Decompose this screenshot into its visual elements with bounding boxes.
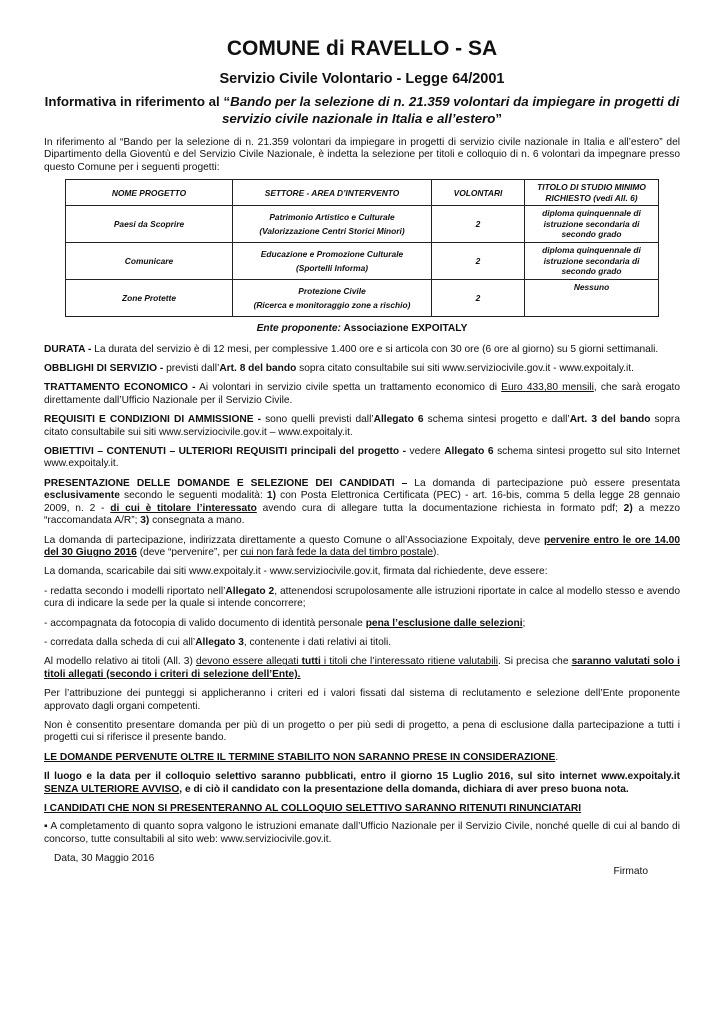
redatta-text-1: - redatta secondo i modelli riportato nell’ [44, 585, 226, 597]
trattamento-label: TRATTAMENTO ECONOMICO - [44, 382, 196, 394]
obblighi-article: Art. 8 del bando [219, 363, 297, 375]
ente-proponente [44, 323, 680, 335]
requisiti-paragraph [44, 414, 680, 439]
document-page [44, 36, 680, 878]
corredata-paragraph [44, 637, 680, 649]
table-row [66, 243, 659, 280]
luogo-senza-avviso: SENZA ULTERIORE AVVISO [44, 783, 180, 795]
trattamento-amount: Euro 433,80 mensili [501, 382, 594, 394]
modality-number: 3) [140, 515, 150, 527]
luogo-paragraph [44, 771, 680, 796]
project-study-title: Nessuno [525, 280, 659, 317]
domanda-postmark-note: cui non farà fede la data del timbro postale [240, 546, 434, 558]
obiettivi-allegato: Allegato 6 [444, 446, 494, 458]
project-name: Zone Protette [66, 280, 233, 317]
pervenute-notice [44, 752, 680, 764]
obblighi-text-1: previsti dall’ [163, 363, 220, 375]
domanda-paragraph [44, 535, 680, 560]
sector-name: Patrimonio Artistico e Culturale [269, 212, 395, 223]
presentazione-text-5: a mezzo “raccomandata A/R”; [44, 502, 680, 527]
requisiti-article: Art. 3 del bando [569, 414, 651, 426]
header-titolo-studio: TITOLO DI STUDIO MINIMO RICHIESTO (vedi All. 6) [525, 180, 659, 206]
info-suffix: ” [495, 110, 503, 126]
obiettivi-paragraph [44, 446, 680, 471]
sector-area: (Ricerca e monitoraggio zone a rischio) [253, 299, 411, 310]
project-volunteers: 2 [432, 206, 525, 243]
requisiti-allegato: Allegato 6 [373, 414, 424, 426]
modello-text-1: Al modello relativo ai titoli (All. 3) [44, 656, 196, 668]
header-volontari: VOLONTARI [432, 180, 525, 206]
table-row [66, 206, 659, 243]
corredata-text-1: - corredata dalla scheda di cui all’ [44, 636, 196, 648]
sector-name: Educazione e Promozione Culturale [260, 249, 404, 260]
project-study-title: diploma quinquennale di istruzione secondaria di secondo grado [525, 206, 659, 243]
obblighi-label: OBBLIGHI DI SERVIZIO - [44, 363, 164, 375]
table-row [66, 280, 659, 317]
project-name: Comunicare [66, 243, 233, 280]
project-volunteers: 2 [432, 280, 525, 317]
obiettivi-text-2: schema sintesi progetto sul sito Internet www.expoitaly.it. [44, 446, 681, 470]
durata-label: DURATA - [44, 343, 92, 355]
trattamento-text-1: Ai volontari in servizio civile spetta un trattamento economico di [195, 382, 502, 394]
modello-criteria: saranno valutati solo i titoli allegati (secondo i criteri di selezione dell’Ente). [44, 656, 680, 680]
presentazione-text-6: consegnata a mano. [149, 515, 245, 527]
domanda-text-3: ). [433, 546, 440, 558]
requisiti-label: REQUISITI E CONDIZIONI DI AMMISSIONE - [44, 414, 261, 426]
accompagnata-penalty: pena l’esclusione dalle selezioni [365, 617, 523, 629]
projects-table [65, 179, 659, 317]
durata-text: La durata del servizio è di 12 mesi, per complessive 1.400 ore e si articola con 30 ore (6 ore al giorno) su 5 giorni settimanali. [91, 343, 659, 355]
domanda-deadline: pervenire entro le ore 14.00 del 30 Giugno 2016 [44, 534, 680, 558]
bullet-icon: ▪ [44, 821, 48, 833]
presentazione-paragraph [44, 478, 680, 528]
sector-area: (Sportelli Informa) [295, 262, 369, 273]
obblighi-paragraph [44, 363, 680, 375]
obiettivi-label: OBIETTIVI – CONTENUTI – ULTERIORI REQUISITI principali del progetto - [44, 446, 406, 458]
luogo-text-2: , e di ciò il candidato con la presentazione della domanda, dichiara di aver preso buona nota. [179, 783, 629, 795]
redatta-text-2: , attenendosi scrupolosamente alle istruzioni riportate in calce al modello stesso e avendo cura di indicare la sede per la quale si intende concorrere; [44, 585, 680, 610]
requisiti-text-1: sono quelli previsti dall’ [261, 414, 374, 426]
info-prefix: Informativa in riferimento al “ [44, 94, 231, 109]
punteggi-paragraph: Per l’attribuzione dei punteggi si applicheranno i criteri ed i valori fissati dal sistema di reclutamento e selezione dell’Ente proponente approvato dagli organi competenti. [44, 688, 680, 712]
sector-name: Protezione Civile [298, 286, 366, 297]
trattamento-paragraph [44, 382, 680, 407]
consentito-paragraph: Non è consentito presentare domanda per più di un progetto o per più sedi di progetto, a pena di esclusione dalla partecipazione a tutti i progetti cui si riferisce il presente bando. [44, 719, 680, 744]
project-sector [233, 243, 432, 280]
intro-paragraph: In riferimento al “Bando per la selezione di n. 21.359 volontari da impiegare in progetti di servizio civile nazionale in Italia e all’estero” del Dipartimento della Gioventù e del Servizio Civile Nazionale, è indetta la selezione per titoli e colloquio di n. 6 volontari da impegnare presso questo Comune per i seguenti progetti: [44, 137, 680, 173]
project-study-title: diploma quinquennale di istruzione secondaria di secondo grado [525, 243, 659, 280]
requisiti-text-3: sopra citato consultabile sui siti www.serviziocivile.gov.it – www.expoitaly.it. [44, 414, 680, 438]
presentazione-titolare: di cui è titolare l’interessato [110, 502, 257, 514]
durata-paragraph [44, 344, 680, 356]
presentazione-text-3: con Posta Elettronica Certificata (PEC) - art. 16-bis, comma 5 della legge 28 gennaio 2009, n. 2 - [44, 490, 681, 514]
ente-value: Associazione EXPOITALY [340, 323, 468, 335]
obblighi-text-2: sopra citato consultabile sui siti www.serviziocivile.gov.it - www.expoitaly.it. [296, 363, 634, 375]
presentazione-text-1: La domanda di partecipazione può essere presentata [407, 477, 680, 489]
modality-number: 1) [266, 490, 276, 502]
presentazione-esclusivamente: esclusivamente [44, 490, 120, 502]
accompagnata-text-2: ; [522, 617, 526, 629]
corredata-allegato: Allegato 3 [195, 636, 244, 648]
modello-underline-1: devono essere allegati [195, 656, 302, 668]
pervenute-text: LE DOMANDE PERVENUTE OLTRE IL TERMINE STABILITO NON SARANNO PRESE IN CONSIDERAZIONE [44, 751, 556, 763]
project-volunteers: 2 [432, 243, 525, 280]
info-bando-title: Bando per la selezione di n. 21.359 volontari da impiegare in progetti di servizio civile nazionale in Italia e all’estero [221, 94, 680, 126]
presentazione-text-4: avendo cura di allegare tutta la documentazione richiesta in formato pdf; [256, 502, 624, 514]
rinunciatari-text: I CANDIDATI CHE NON SI PRESENTERANNO AL COLLOQUIO SELETTIVO SARANNO RITENUTI RINUNCIATARI [44, 803, 582, 814]
modello-paragraph [44, 656, 680, 681]
signature-label: Firmato [613, 865, 648, 877]
presentazione-text-2: secondo le seguenti modalità: [119, 490, 267, 502]
trattamento-text-2: , che sarà erogato direttamente dall’Ufficio Nazionale per il Servizio Civile. [44, 382, 680, 406]
requisiti-text-2: schema sintesi progetto e dall’ [423, 414, 570, 426]
document-date: Data, 30 Maggio 2016 [54, 853, 155, 865]
corredata-text-2: , contenente i dati relativi ai titoli. [243, 636, 392, 648]
domanda-text-1: La domanda di partecipazione, indirizzata direttamente a questo Comune o all’Associazione Expoitaly, deve [44, 534, 544, 546]
modello-underline-2: i titoli che l’interessato ritiene valutabili [320, 656, 499, 668]
header-settore: SETTORE - AREA D’INTERVENTO [233, 180, 432, 206]
redatta-paragraph [44, 586, 680, 611]
ente-label: Ente proponente: [256, 323, 341, 335]
project-sector [233, 280, 432, 317]
rinunciatari-notice [44, 803, 680, 815]
info-heading [44, 94, 680, 127]
page-subtitle: Servizio Civile Volontario - Legge 64/2001 [219, 71, 505, 87]
pervenute-period: . [555, 751, 559, 763]
accompagnata-paragraph [44, 618, 680, 630]
sector-area: (Valorizzazione Centri Storici Minori) [259, 225, 405, 236]
table-header-row [66, 180, 659, 206]
page-title: COMUNE di RAVELLO - SA [226, 37, 498, 60]
completamento-paragraph [44, 821, 680, 846]
header-nome-progetto: NOME PROGETTO [66, 180, 233, 206]
project-name: Paesi da Scoprire [66, 206, 233, 243]
presentazione-label: PRESENTAZIONE DELLE DOMANDE E SELEZIONE DEI CANDIDATI – [44, 477, 408, 489]
redatta-allegato: Allegato 2 [225, 585, 275, 597]
scaricabile-paragraph: La domanda, scaricabile dai siti www.expoitaly.it - www.serviziocivile.gov.it, firmata dal richiedente, deve essere: [44, 566, 548, 578]
domanda-text-2: (deve “pervenire”, per [136, 546, 241, 558]
luogo-text-1: Il luogo e la data per il colloquio selettivo saranno pubblicati, entro il giorno 15 Luglio 2016, sul sito internet www.expoitaly.it [44, 771, 680, 783]
accompagnata-text-1: - accompagnata da fotocopia di valido documento di identità personale [44, 617, 366, 629]
modello-tutti: tutti [301, 656, 321, 668]
completamento-text: A completamento di quanto sopra valgono le istruzioni emanate dall’Ufficio Nazionale per il Servizio Civile, nonché quelle di cui al bando di concorso, tutte consultabili al sito web: www.serviziocivile.gov.it. [44, 821, 680, 845]
obiettivi-text-1: vedere [406, 446, 445, 458]
modello-text-2: . Si precisa che [498, 656, 572, 668]
modality-number: 2) [623, 502, 633, 514]
project-sector [233, 206, 432, 243]
